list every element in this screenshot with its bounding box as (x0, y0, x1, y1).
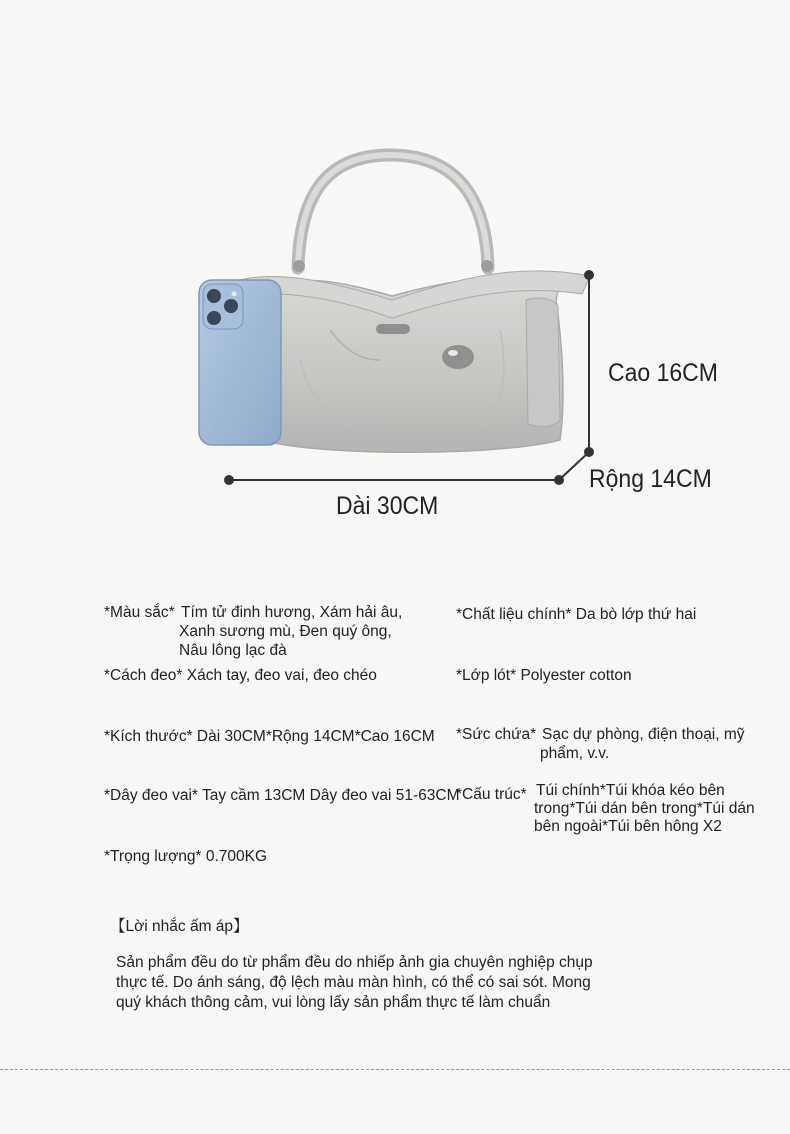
height-label: Cao 16CM (608, 359, 718, 387)
spec-lining-value: Polyester cotton (520, 667, 632, 684)
spec-material-value: Da bò lớp thứ hai (575, 606, 697, 623)
spec-strap (104, 786, 460, 805)
spec-carry-key: *Cách đeo* (104, 667, 183, 684)
spec-weight-key: *Trọng lượng* (104, 848, 202, 865)
bag-handle (293, 155, 493, 272)
product-illustration (0, 0, 790, 540)
spec-lining (456, 666, 632, 685)
bag-body (232, 271, 590, 453)
spec-structure-key: *Cấu trúc* (456, 786, 527, 803)
spec-carry-value: Xách tay, đeo vai, đeo chéo (186, 667, 377, 684)
spec-size-value: Dài 30CM*Rộng 14CM*Cao 16CM (196, 728, 435, 745)
spec-color-key: *Màu sắc* (104, 604, 175, 621)
dashed-divider (0, 1069, 790, 1070)
reminder-line-1: Sản phẩm đều do từ phẩm đều do nhiếp ảnh gia chuyên nghiệp chụp (116, 954, 593, 971)
spec-structure-line-1: Túi chính*Túi khóa kéo bên (536, 782, 725, 799)
spec-carry (104, 666, 377, 685)
reminder-line-2: thực tế. Do ánh sáng, độ lệch màu màn hình, có thể có sai sót. Mong (116, 974, 591, 991)
spec-strap-value: Tay cầm 13CM Dây đeo vai 51-63CM (201, 787, 460, 804)
spec-capacity-key: *Sức chứa* (456, 726, 537, 743)
spec-structure (456, 781, 766, 841)
spec-capacity-line-2: phẩm, v.v. (540, 745, 610, 762)
spec-structure-line-3: bên ngoài*Túi bên hông X2 (534, 818, 722, 835)
spec-capacity-line-1: Sạc dự phòng, điện thoại, mỹ (542, 726, 745, 743)
spec-structure-line-2: trong*Túi dán bên trong*Túi dán (534, 800, 755, 817)
spec-strap-key: *Dây đeo vai* (104, 787, 198, 804)
spec-material (456, 605, 696, 624)
length-label: Dài 30CM (336, 492, 439, 520)
spec-color-line-2: Xanh sương mù, Đen quý ông, (179, 623, 392, 640)
spec-size-key: *Kích thước* (104, 728, 193, 745)
reminder-line-3: quý khách thông cảm, vui lòng lấy sản phẩm thực tế làm chuẩn (116, 994, 551, 1011)
reminder-title: 【Lời nhắc ấm áp】 (110, 918, 249, 935)
spec-color-line-3: Nâu lông lạc đà (179, 642, 287, 659)
spec-material-key: *Chất liệu chính* (456, 606, 572, 623)
spec-lining-key: *Lớp lót* (456, 667, 517, 684)
reminder-body (116, 953, 593, 1013)
width-label: Rộng 14CM (589, 465, 712, 493)
spec-weight-value: 0.700KG (205, 848, 268, 865)
spec-size (104, 727, 435, 746)
spec-capacity (456, 725, 756, 765)
spec-color-line-1: Tím tử đinh hương, Xám hải âu, (181, 604, 403, 621)
phone-size-reference (199, 280, 281, 445)
spec-weight (104, 847, 267, 866)
